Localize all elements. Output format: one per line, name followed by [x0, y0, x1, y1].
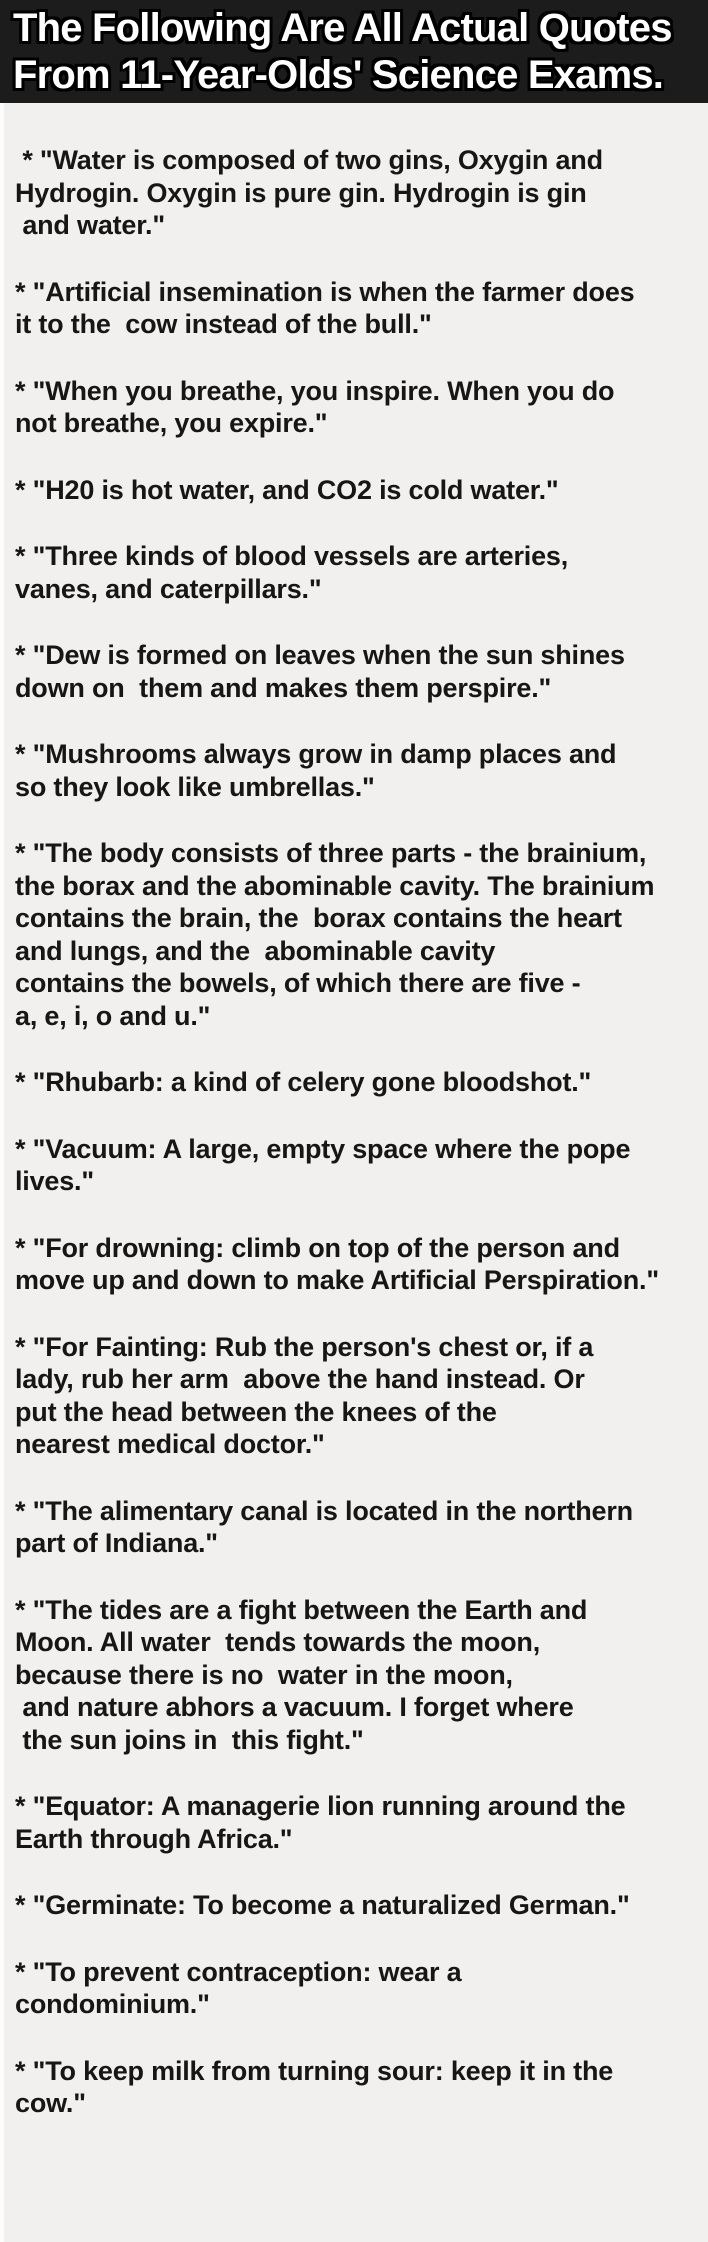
- quote-line: cow.": [15, 2088, 86, 2118]
- quote-line: * "To keep milk from turning sour: keep it in the: [15, 2055, 614, 2086]
- quote-line: lady, rub her arm above the hand instead. Or: [15, 1364, 585, 1394]
- quote-line: the borax and the abominable cavity. The brainium: [15, 870, 655, 901]
- quote-line: the sun joins in this fight.": [15, 1724, 364, 1755]
- quote-line: * "Vacuum: A large, empty space where the pope: [15, 1133, 631, 1164]
- quote-item: [15, 639, 700, 704]
- quote-line: * "H20 is hot water, and CO2 is cold water.": [15, 474, 559, 505]
- quote-line: condominium.": [15, 1989, 210, 2019]
- quote-line: * "Dew is formed on leaves when the sun shines: [15, 640, 625, 670]
- quote-line: * "When you breathe, you inspire. When you do: [15, 375, 615, 406]
- quote-item: [15, 738, 700, 803]
- quote-item: [15, 1495, 700, 1560]
- quote-item: [15, 1889, 700, 1922]
- quote-line: Moon. All water tends towards the moon,: [15, 1627, 541, 1657]
- quote-item: [15, 375, 700, 440]
- quote-line: * "The body consists of three parts - the brainium,: [15, 838, 647, 868]
- quote-line: lives.": [15, 1166, 94, 1196]
- quote-item: [15, 1790, 700, 1855]
- quote-line: a, e, i, o and u.": [15, 1000, 211, 1031]
- quote-line: contains the brain, the borax contains the heart: [15, 903, 622, 933]
- quote-line: and water.": [15, 210, 165, 240]
- quote-line: * "For Fainting: Rub the person's chest or, if a: [15, 1331, 594, 1362]
- quote-line: and nature abhors a vacuum. I forget where: [15, 1692, 574, 1722]
- left-edge-strip: [0, 103, 4, 2242]
- quote-line: * "Mushrooms always grow in damp places and: [15, 739, 617, 769]
- quote-item: [15, 474, 700, 507]
- quote-line: part of Indiana.": [15, 1528, 218, 1558]
- quote-line: Earth through Africa.": [15, 1823, 293, 1854]
- quote-item: [15, 1066, 700, 1099]
- quote-line: down on them and makes them perspire.": [15, 672, 552, 703]
- quote-line: * "The tides are a fight between the Earth and: [15, 1594, 588, 1625]
- title-line-2: From 11-Year-Olds' Science Exams.: [13, 53, 664, 97]
- quote-item: [15, 144, 700, 242]
- quote-item: [15, 1956, 700, 2021]
- quote-line: so they look like umbrellas.": [15, 771, 375, 802]
- quote-line: Hydrogin. Oxygin is pure gin. Hydrogin is gin: [15, 177, 587, 208]
- quote-item: [15, 540, 700, 605]
- quote-line: * "To prevent contraception: wear a: [15, 1956, 462, 1987]
- quote-line: * "Artificial insemination is when the farmer does: [15, 276, 635, 307]
- title-line-1: The Following Are All Actual Quotes: [13, 6, 672, 50]
- quote-line: * "Rhubarb: a kind of celery gone bloodshot.": [15, 1067, 592, 1097]
- quote-line: * "For drowning: climb on top of the person and: [15, 1232, 620, 1263]
- quote-item: [15, 1331, 700, 1461]
- quotes-list: [0, 103, 708, 2120]
- quote-line: because there is no water in the moon,: [15, 1659, 513, 1690]
- quote-item: [15, 276, 700, 341]
- title-banner: [0, 0, 708, 103]
- quote-line: * "Water is composed of two gins, Oxygin and: [15, 145, 603, 175]
- quote-line: contains the bowels, of which there are five -: [15, 968, 581, 998]
- quote-item: [15, 1594, 700, 1757]
- quote-line: * "Germinate: To become a naturalized German.": [15, 1890, 630, 1920]
- quote-item: [15, 837, 700, 1032]
- quote-line: put the head between the knees of the: [15, 1396, 497, 1427]
- quote-line: and lungs, and the abominable cavity: [15, 935, 496, 966]
- quote-item: [15, 1232, 700, 1297]
- quote-line: move up and down to make Artificial Perspiration.": [15, 1265, 659, 1295]
- quote-line: not breathe, you expire.": [15, 408, 328, 438]
- quote-line: * "The alimentary canal is located in the northern: [15, 1495, 633, 1526]
- quote-item: [15, 2055, 700, 2120]
- quote-line: * "Three kinds of blood vessels are arteries,: [15, 541, 569, 571]
- quote-line: vanes, and caterpillars.": [15, 573, 322, 604]
- quote-line: it to the cow instead of the bull.": [15, 309, 432, 339]
- quote-line: nearest medical doctor.": [15, 1429, 325, 1459]
- quote-line: * "Equator: A managerie lion running around the: [15, 1791, 626, 1821]
- quote-item: [15, 1133, 700, 1198]
